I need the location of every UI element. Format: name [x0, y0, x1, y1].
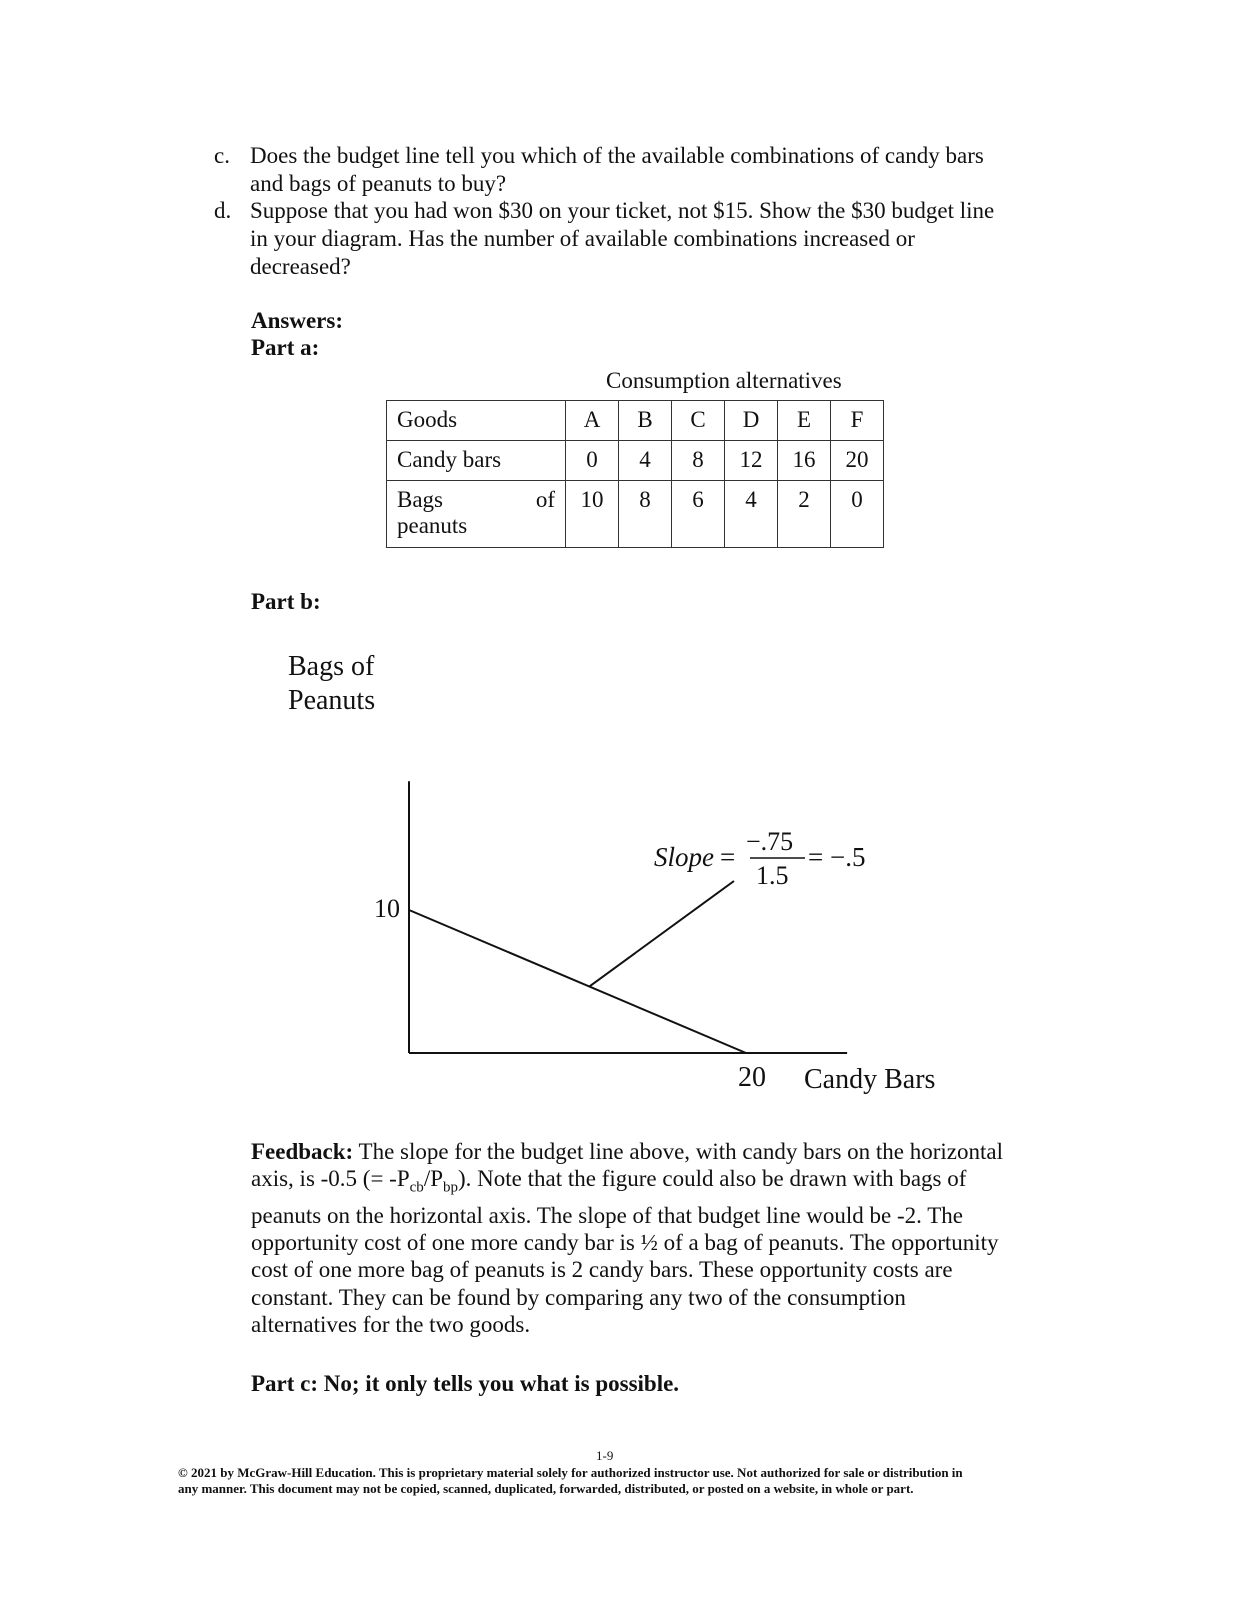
- question-c-label: c.: [214, 143, 230, 168]
- x-axis-label: Candy Bars: [804, 1064, 936, 1095]
- answers-heading: Answers:: [251, 308, 343, 333]
- y-axis-label-line2: Peanuts: [288, 685, 376, 716]
- feedback-line2c: ). Note that the figure could also be drawn with bags of: [458, 1166, 967, 1192]
- table-cell: F: [831, 401, 884, 441]
- table-cell: 20: [831, 441, 884, 481]
- table-cell: 2: [778, 481, 831, 548]
- y-axis-label-line1: Bags of: [288, 651, 375, 682]
- slope-numerator: −.75: [746, 827, 794, 856]
- table-cell: 10: [566, 481, 619, 548]
- question-d-line2: in your diagram. Has the number of available combinations increased or: [250, 226, 915, 251]
- question-c-line1: Does the budget line tell you which of the available combinations of candy bars: [250, 143, 984, 168]
- feedback-line4: opportunity cost of one more candy bar is ½ of a bag of peanuts. The opportunity: [251, 1230, 999, 1256]
- table-cell: D: [725, 401, 778, 441]
- feedback-line5: cost of one more bag of peanuts is 2 candy bars. These opportunity costs are: [251, 1257, 953, 1283]
- part-b-heading: Part b:: [251, 589, 321, 614]
- bags-label-of: of: [535, 487, 555, 512]
- question-d-line3: decreased?: [250, 254, 351, 279]
- feedback-line3: peanuts on the horizontal axis. The slope of that budget line would be -2. The: [251, 1203, 963, 1228]
- table-caption: Consumption alternatives: [606, 368, 842, 393]
- table-cell: 8: [619, 481, 672, 548]
- table-cell: E: [778, 401, 831, 441]
- y-tick-label: 10: [374, 894, 400, 923]
- table-cell: Candy bars: [387, 441, 566, 481]
- table-cell: 12: [725, 441, 778, 481]
- copyright-line1: © 2021 by McGraw-Hill Education. This is proprietary material solely for authorized instructor use. Not authorized for sale or distribution in: [178, 1465, 963, 1480]
- budget-line: [409, 910, 746, 1053]
- table-cell: 6: [672, 481, 725, 548]
- bags-label-line2: peanuts: [397, 513, 468, 538]
- table-cell: 4: [725, 481, 778, 548]
- question-c-line2: and bags of peanuts to buy?: [250, 171, 507, 196]
- table-cell: A: [566, 401, 619, 441]
- slope-label: Slope: [654, 842, 714, 872]
- slope-pointer-line: [589, 881, 734, 987]
- table-cell: 0: [566, 441, 619, 481]
- feedback-line7: alternatives for the two goods.: [251, 1311, 531, 1337]
- feedback-line2a: axis, is -0.5 (= -P: [251, 1166, 410, 1192]
- feedback-line2b: /P: [423, 1166, 443, 1192]
- copyright-notice: [178, 1465, 963, 1497]
- table-cell: 0: [831, 481, 884, 548]
- slope-denominator: 1.5: [756, 861, 789, 890]
- table-cell: B: [619, 401, 672, 441]
- table-cell: Goods: [387, 401, 566, 441]
- table-cell: 8: [672, 441, 725, 481]
- copyright-line2: any manner. This document may not be copied, scanned, duplicated, forwarded, distributed, or posted on a website, in whole or part.: [178, 1481, 914, 1496]
- slope-result: = −.5: [808, 842, 866, 872]
- part-c-answer: Part c: No; it only tells you what is possible.: [251, 1371, 680, 1396]
- table-cell: 16: [778, 441, 831, 481]
- part-a-heading: Part a:: [251, 335, 320, 360]
- page-number: 1-9: [596, 1448, 614, 1463]
- x-tick-label: 20: [738, 1062, 766, 1093]
- feedback-line1: The slope for the budget line above, with candy bars on the horizontal: [353, 1139, 1004, 1164]
- question-d-label: d.: [214, 198, 232, 223]
- bags-label-line1: Bags: [397, 487, 443, 512]
- feedback-paragraph: [251, 1138, 1041, 1338]
- feedback-sub-bp: bp: [443, 1179, 458, 1196]
- y-axis-label: [288, 650, 375, 718]
- feedback-line6: constant. They can be found by comparing any two of the consumption: [251, 1284, 906, 1310]
- table-cell: C: [672, 401, 725, 441]
- question-d-line1: Suppose that you had won $30 on your ticket, not $15. Show the $30 budget line: [250, 198, 995, 223]
- feedback-label: Feedback:: [251, 1139, 354, 1164]
- slope-equals: =: [720, 842, 736, 872]
- feedback-sub-cb: cb: [409, 1179, 424, 1196]
- table-cell: 4: [619, 441, 672, 481]
